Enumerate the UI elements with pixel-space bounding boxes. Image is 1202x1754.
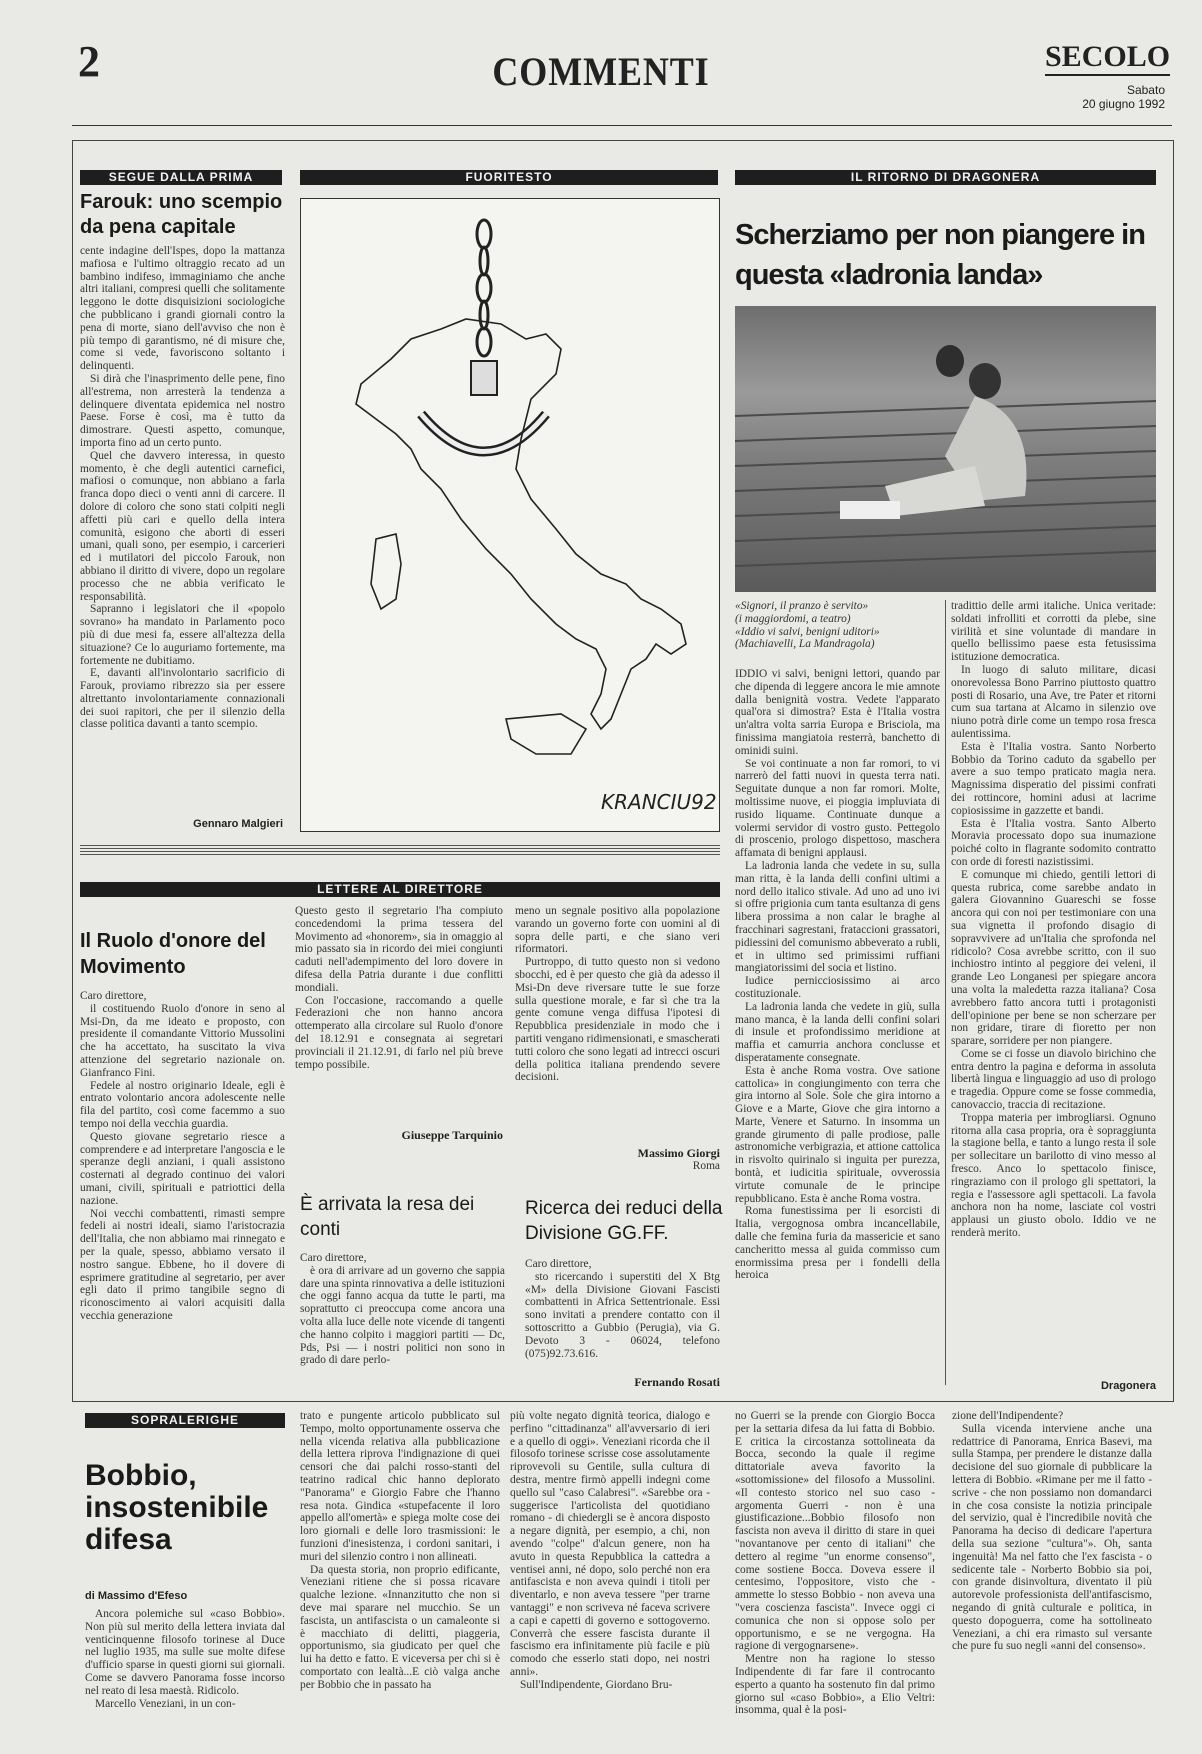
masthead-rule	[72, 125, 1172, 126]
letter3-col	[525, 1258, 720, 1368]
sopralerighe-paragraph: no Guerri se la prende con Giorgio Bocca per la settaria difesa da lui fatta di Bobbio. E critica la circostanza sottolineata da Bocca, secondo la quale il regime dittatoriale aveva favorito la «sottomissione» del filosofo a Mussolini. «Il contesto storico nel suo caso - argomenta Guerri - non è una giustificazione...Bobbio filosofo non fascista non aveva il diritto di stare in quei "novantanove per cento di italiani" che dettero al regime "un enorme consenso", come sostiene Bocca. Doveva essere il centesimo, l'oppositore, visto che - ammette lo stesso Bobbio - non aveva una "vera coscienza fascista". Invece oggi ci comunica che non si oppose solo per opportunismo, e se ne vergogna. Ha ragione di vergognarsene».	[735, 1410, 935, 1653]
sopralerighe-paragraph: più volte negato dignità teorica, dialogo e perfino "cittadinanza" all'avversario di ieri e a quello di oggi». Veneziani ricorda che il filosofo torinese scrisse cose assolutamente riprovevoli su Gentile, sulla cultura di destra, mentre firmò appelli indegni come quello sul "caso Calabresi". «Sarebbe ora - suggerisce l'articolista del quotidiano romano - di chiedergli se è ancora disposto a negare dignità, per esempio, a chi, non avendo "colpe" d'alcun genere, non ha avuto in questa Repubblica la cattedra a ventisei anni, né dopo, solo perché non era antifascista e non aveva quindi i titoli per diventarlo, e non aveva tessere "per trarne vantaggi" e non scriveva né faceva scrivere a capi e capetti di governo e sottogoverno. Converrà che essere fascista durante il fascismo era infinitamente più facile e più comodo che esserlo stati dopo, nei nostri anni».	[510, 1410, 710, 1678]
letter3-salute: Caro direttore,	[525, 1258, 592, 1270]
letter1-salute: Caro direttore,	[80, 990, 147, 1002]
letter2-title: È arrivata la resa dei conti	[300, 1194, 475, 1240]
letter1-paragraph: il costituendo Ruolo d'onore in seno al Msi-Dn, da me ideato e proposto, con presidente il comandante Vittorio Mussolini che ha accettato, ha suscitato la viva attenzione del segretario nazionale on. Gianfranco Fini.	[80, 1002, 285, 1079]
sardinia-icon	[371, 534, 401, 609]
sopralerighe-paragraph: Mentre non ha ragione lo stesso Indipendente di far fare il controcanto esperto a quanto ha sostenuto fin dal primo giorno sul «caso Bobbio», a Elio Veltri: insomma, qual è la posi-	[735, 1653, 935, 1717]
padlock-icon	[471, 361, 497, 395]
sopralerighe-col1	[85, 1608, 285, 1748]
italy-map-icon	[356, 319, 686, 729]
sopralerighe-kicker: SOPRALERIGHE	[85, 1413, 285, 1428]
letter2-salute: Caro direttore,	[300, 1252, 367, 1264]
dragonera-paragraph: Iudice pernicciosissimo ai arco costituzionale.	[735, 975, 940, 1000]
dragonera-paragraph: Roma funestissima per li esorcisti di Italia, vergognosa ombra incancellabile, dalle che femina furia da massericie et sano cancheritto messa al guida commisso cum enormissima presa per i fondelli della heroica	[735, 1205, 940, 1282]
dragonera-paragraph: Esta è anche Roma vostra. Ove satione cattolica» in congiungimento con terra che gira intorno al Sole. Sole che gira intorno a Giove e a Marte, Giove che gira intorno a Marte, Venere et Saturno. In insomma un grande girumento di palle prodiose, palle astronomiche verbigrazia, et attione cattolica in risvolto quirinalo si inguita per purezza, bontà, et iudicitia spirituale, ovverossia virtute comunale de le principe repubblicano. Esta è anche Roma vostra.	[735, 1064, 940, 1205]
sopralerighe-title: Bobbio, insostenibile difesa	[85, 1459, 269, 1556]
photo-image	[735, 306, 1156, 592]
dragonera-col1	[735, 668, 940, 1388]
sopralerighe-paragraph: Sull'Indipendente, Giordano Bru-	[520, 1678, 673, 1691]
letter1-paragraph: Questo giovane segretario riesce a comprendere e ad interpretare l'angoscia e le speranze degli anziani, i quali assistono costernati al degrado continuo dei valori umani, civili, spirituali e patriottici della nazione.	[80, 1130, 285, 1207]
person-head	[936, 345, 964, 377]
dragonera-kicker: IL RITORNO DI DRAGONERA	[735, 170, 1156, 185]
sopralerighe-paragraph: Marcello Veneziani, in un con-	[95, 1697, 236, 1710]
dragonera-epigraph	[735, 600, 940, 665]
dateline-day: Sabato	[1126, 83, 1165, 97]
epigraph-line: (i maggiordomi, a teatro)	[735, 612, 851, 625]
dragonera-title: Scherziamo per non piangere in questa «ladronia landa»	[735, 219, 1145, 291]
segue-paragraph: Sapranno i legislatori che il «popolo sovrano» ha mandato in Parlamento poco più di due mesi fa, essere all'altezza della situazione? Ce lo auguriamo fortemente, ma fortemente ne dubitiamo.	[80, 603, 285, 667]
dragonera-paragraph: IDDIO vi salvi, benigni lettori, quando par che dipenda di leggere ancora le mie amnote dalla benignità vostra. Vedete l'apparato qual'ora si dimostra? Esta è l'Italia vostra un'altra volta sarria Europa e Brisciola, ma finissima mangiatoia resterrà, banchetto di ominidi suini.	[735, 668, 940, 757]
letter3-paragraph: sto ricercando i superstiti del X Btg «M» della Divisione Giovani Fascisti combattenti in Africa Settentrionale. Essi sono invitati a prendere contatto con il sottoscritto a Gubbio (Perugia), via G. Devoto 3 - 06024, telefono (075)92.73.616.	[525, 1270, 720, 1360]
sopralerighe-paragraph: Da questa storia, non proprio edificante, Veneziani ritiene che si possa ricavare qualche lezione. «Innanzitutto che non si deve mai sparare nel mucchio. Se un fascista, un antifascista o un camaleonte si è macchiato di delitti, piaggeria, opportunismo, sia giudicato per quel che lui ha detto e fatto. E viceversa per chi si è comportato con lealtà...E ciò valga anche per Bobbio che in passato ha	[300, 1563, 500, 1691]
dragonera-paragraph: E comunque mi chiedo, gentili lettori di questa rubrica, come sarebbe andato in galera Giovannino Guareschi se fosse ancora qui con noi per testimoniare con una sua vignetta il profondo disagio di sopravvivere ad un'Italia che sprofonda nel ridicolo? Cosa avrebbe scritto, con il suo inchiostro intinto al peggiore dei veleni, il grande Leo Longanesi per spiegare ancora una volta la maledetta razza italiana? Cosa avrebbero fatto ancora tutti i protagonisti dell'opinione per bene se non scherzare per non gridare, tirare di fioretto per non sparare, sorridere per non piangere.	[951, 868, 1156, 1048]
sopralerighe-byline: di Massimo d'Efeso	[85, 1590, 188, 1602]
sopralerighe-paragraph: zione dell'Indipendente?	[952, 1410, 1064, 1422]
dateline	[1040, 83, 1165, 111]
cartoon-frame	[300, 198, 720, 832]
person-head	[969, 363, 1001, 399]
dragonera-author: Dragonera	[1100, 1380, 1156, 1392]
section-title: COMMENTI	[492, 49, 710, 94]
dragonera-paragraph: Troppa materia per imbrogliarsi. Ognuno ritorna alla casa propria, ora è sopraggiunta la stagione bella, e tanto a lungo resta il sole per sollecitare un barilotto di vino messo al fresco. Anco lo spettacolo finisce, ringraziamo con il prologo gli spettatori, la regia e l'assessore agli spettacoli. La favola anchora non ha nome, lasciate col vostri applausi un giusto obolo. Iddio ve ne renderà merito.	[951, 1111, 1156, 1240]
letter1-paragraph: Questo gesto il segretario l'ha compiuto concedendomi la prima tessera del Movimento ad «honorem», sia in omaggio al mio passato sia in ricordo dei miei congiunti caduti nell'adempimento del loro dovere in difesa della Patria durante i due conflitti mondiali.	[295, 905, 503, 994]
sopralerighe-col5	[952, 1410, 1152, 1748]
letter2-paragraph: è ora di arrivare ad un governo che sappia dare una spinta rinnovativa a delle istituzioni che oggi fanno acqua da tutte le parti, ma soprattutto ci preoccupa come ancora una volta alla luce delle note vicende di tangenti che hanno colpito i maggiori partiti — Dc, Pds, Psi — i nostri politici non sono in grado di dare perlo-	[300, 1264, 505, 1367]
dragonera-paragraph: tradittio delle armi italiche. Unica veritade: soldati infrolliti et corrotti da plebe, sine virilità et sine voluntade di mandare in quello bellissimo paese esta fetusissima istituzione democratica.	[951, 600, 1156, 664]
letter2-col	[300, 1252, 505, 1387]
dragonera-paragraph: In luogo di saluto militare, dicasi onorevolessa Bono Parrino piuttosto quattro posti di Rosario, una Ave, tre Pater et ritorni cum sua tartana at Alcamo in silenzio ove niuno potrà dirle come un tempo rosa fresca aulentissima.	[951, 663, 1156, 740]
sopralerighe-paragraph: Ancora polemiche sul «caso Bobbio». Non più sul merito della lettera inviata dal venticinquenne filosofo torinese al Duce nel luglio 1935, ma sulle sue molte difese d'ufficio sparse in questi giorni sui giornali. Come se davvero Panorama fosse incorso nel reato di lesa maestà. Ridicolo.	[85, 1608, 285, 1697]
italy-handcuff-cartoon	[301, 199, 719, 831]
dragonera-paragraph: Se voi continuate a non far romori, to vi narrerò del fatti nuovi in questa terra nati. Seguitate dunque a non far romori. Molte, moltissime nuove, ei pioggia impluviata di rusido liquame. Continuate dunque a volermi servidor di vostro gusto. Pettegolo di proscenio, prologo dispettoso, maschera affamata di benigni applausi.	[735, 757, 940, 860]
sicily-icon	[506, 714, 586, 754]
cartoon-signature: KRANCIU92	[601, 790, 717, 814]
dragonera-paragraph: La ladronia landa che vedete in giù, sulla mano manca, è la landa delli confini solari di insule et profondissimo meridione at maffia et camurria anchora conclusse et disperatamente consegnate.	[735, 1000, 940, 1064]
letter1-title: Il Ruolo d'onore del Movimento	[80, 930, 266, 978]
letter1-col2	[295, 905, 503, 1120]
dragonera-col2	[951, 600, 1156, 1370]
stairs-photo	[735, 306, 1156, 592]
dateline-date: 20 giugno 1992	[1082, 97, 1165, 111]
letter2-paragraph: meno un segnale positivo alla popolazione varando un governo forte con uomini al di sopra delle parti, e che siano veri riformatori.	[515, 905, 720, 956]
letter2-city: Roma	[692, 1160, 720, 1172]
segue-paragraph: Quel che davvero interessa, in questo momento, è che degli autentici carnefici, mafiosi o comunque, non abbiano a farla franca dopo dieci o venti anni di carcere. Il dolore di coloro che sono stati colpiti negli affetti più cari e quello della intera comunità, esigono che aborti di esseri umani, quali sono, per esempio, i carcerieri ed i mutilatori del piccolo Farouk, non abbiano il diritto di vivere, dopo un regolare processo che ne abbia verificato le responsabilità.	[80, 449, 285, 603]
dragonera-paragraph: La ladronia landa che vedete in su, sulla man ritta, è la landa delli confini ultimi a nord dello italico stivale. Ad uno ad uno ivi si offre prigionia cum tanta esultanza di gens libera prossima a non calar le braghe al fracchinari sagrestani, frataccioni grassatori, pidiessini del comunismo abbeverato a rubli, et in ultimo sed primissimi ruffiani mangiatorissimi del socia et listino.	[735, 859, 940, 975]
fuoritesto-kicker: FUORITESTO	[300, 170, 718, 185]
segue-kicker: SEGUE DALLA PRIMA	[80, 170, 282, 185]
letter2-col3	[515, 905, 720, 1135]
dragonera-paragraph: Esta è l'Italia vostra. Santo Alberto Moravia processato dopo sua inumazione poiché colto in flagrante sodomito contratto con orde di foresti nazistissimi.	[951, 817, 1156, 868]
page-number: 2	[78, 37, 100, 86]
segue-body	[80, 245, 285, 815]
epigraph-line: «Iddio vi salvi, benigni uditori»	[735, 625, 880, 638]
letter3-author: Fernando Rosati	[634, 1375, 720, 1389]
sopralerighe-col4	[735, 1410, 935, 1748]
sopralerighe-paragraph: Sulla vicenda interviene anche una redattrice di Panorama, Enrica Basevi, ma sulla Stampa, per prendere le distanze dalla decisione del suo giornale di pubblicare la lettera di Bobbio. «Rimane per me il fatto - scrive - che non possiamo non domandarci in che cosa consiste la notizia principale del servizio, qual è l'incredibile novità che Panorama ha deciso di dedicare l'apertura della sua sezione "cultura"». Oh, santa ingenuità! Ma nel fatto che l'ex fascista - o sedicente tale - Norberto Bobbio sia poi, con grande disinvoltura, diventato il più autorevole professionista dell'antifascismo, negando di gnità culturale e politica, in questo dopoguerra, come ha sottolineato Veneziani, a chi era rimasto sul versante che pure fu suo negli «anni del consenso».	[952, 1422, 1152, 1653]
column-rule	[945, 600, 946, 1385]
chain-icon	[477, 220, 491, 356]
lettere-kicker: LETTERE AL DIRETTORE	[80, 882, 720, 897]
epigraph-line: «Signori, il pranzo è servito»	[735, 600, 869, 612]
segue-author: Gennaro Malgieri	[193, 818, 283, 830]
segue-paragraph: E, davanti all'involontario sacrificio di Farouk, proviamo ribrezzo sia per essere altrettanto involontariamente connazionali dei suoi rapitori, che per il silenzio della classe politica davanti a tanto scempio.	[80, 667, 285, 731]
sopralerighe-paragraph: trato e pungente articolo pubblicato sul Tempo, molto opportunamente osserva che nella vicenda relativa alla pubblicazione della lettera riprova l'indignazione di quei censori che dai palchi rosso-stanti del teatrino radical chic hanno deplorato "Panorama" e Giorgio Fabre che l'hanno resa nota. Gindica «stupefacente il loro appello all'omertà» e spiega molte cose dei loro giornali e delle loro trasmissioni: le funzioni d'inesistenza, i cordoni sanitari, i muri del silenzio contro i non allineati.	[300, 1410, 500, 1563]
letter1-paragraph: Con l'occasione, raccomando a quelle Federazioni che non hanno ancora ottemperato alla circolare sul Ruolo d'onore del 18.12.91 e consegnata ai segretari provinciali il 21.12.91, di farlo nel più breve tempo possibile.	[295, 994, 503, 1071]
letter2-author: Massimo Giorgi	[637, 1146, 720, 1160]
newspaper-logo: SECOLO	[1045, 40, 1170, 76]
segue-paragraph: cente indagine dell'Ispes, dopo la mattanza mafiosa e l'ultimo oltraggio recato ad un bambino indifeso, immaginiamo che anche altri italiani, compresi quelli che solitamente leggono le dotte disquisizioni sociologiche che pubblicano i grandi giornali contro la pena di morte, siano dell'avviso che non è più tempo di garantismo, né di misure che, come si vede, favoriscono soltanto i delinquenti.	[80, 245, 285, 373]
letter3-title: Ricerca dei reduci della Divisione GG.FF.	[525, 1198, 723, 1244]
segue-paragraph: Si dirà che l'inasprimento delle pene, fino all'estrema, non arresterà la tendenza a delinquere diventata epidemica nel nostro Paese. Forse è così, ma è tutto da dimostrare. Questi aspetto, comunque, importa fino ad un certo punto.	[80, 372, 285, 449]
segue-title: Farouk: uno scempio da pena capitale	[80, 191, 283, 238]
epigraph-line: (Machiavelli, La Mandragola)	[735, 638, 875, 651]
letter2-paragraph: Purtroppo, di tutto questo non si vedono sbocchi, ed è per questo che già da adesso il Msi-Dn deve riversare tutte le sue forze sulla questione morale, e far sì che tra la gente comune venga diffusa l'ipotesi di Repubblica presidenziale in modo che i partiti vengano ridimensionati, e smascherati tutti coloro che sono legati ad intrecci oscuri della politica italiana prendendo severe decisioni.	[515, 956, 720, 1084]
sopralerighe-col2	[300, 1410, 500, 1748]
letter1-col1	[80, 990, 285, 1385]
dragonera-paragraph: Esta è l'Italia vostra. Santo Norberto Bobbio da Torino caduto da sgabello per avere a suo tempo praticato magia nera. Magnissima disperatio del pissimi confrati dei rottincore, homini adusi at lacrime copiosissime in gazzette et bandi.	[951, 740, 1156, 817]
sopralerighe-col3	[510, 1410, 710, 1748]
hatch-divider	[80, 845, 720, 857]
letter1-paragraph: Noi vecchi combattenti, rimasti sempre fedeli ai nostri ideali, siamo l'aristocrazia dell'Italia, che non abbiamo mai rinnegato e per la quale, spesso, abbiamo versato il nostro sangue. Ebbene, ho il dovere di esprimere gratitudine al segretario, per aver egli dato il primo tangibile segno di riconoscimento ai valori acquisiti dalla vecchia generazione	[80, 1207, 285, 1322]
dragonera-paragraph: Come se ci fosse un diavolo birichino che entra dentro la pagina e deforma in assoluta libertà lingua e linguaggio ad uso di prologo e tragedia. Oppure come se fosse commedia, canovaccio, traccia di recitazione.	[951, 1047, 1156, 1112]
letter1-author: Giuseppe Tarquinio	[401, 1128, 503, 1142]
letter1-paragraph: Fedele al nostro originario Ideale, egli è entrato volontario ancora adolescente nelle fila del partito, così come facemmo a suo tempo noi della vecchia guardia.	[80, 1079, 285, 1130]
shoe	[840, 501, 900, 519]
